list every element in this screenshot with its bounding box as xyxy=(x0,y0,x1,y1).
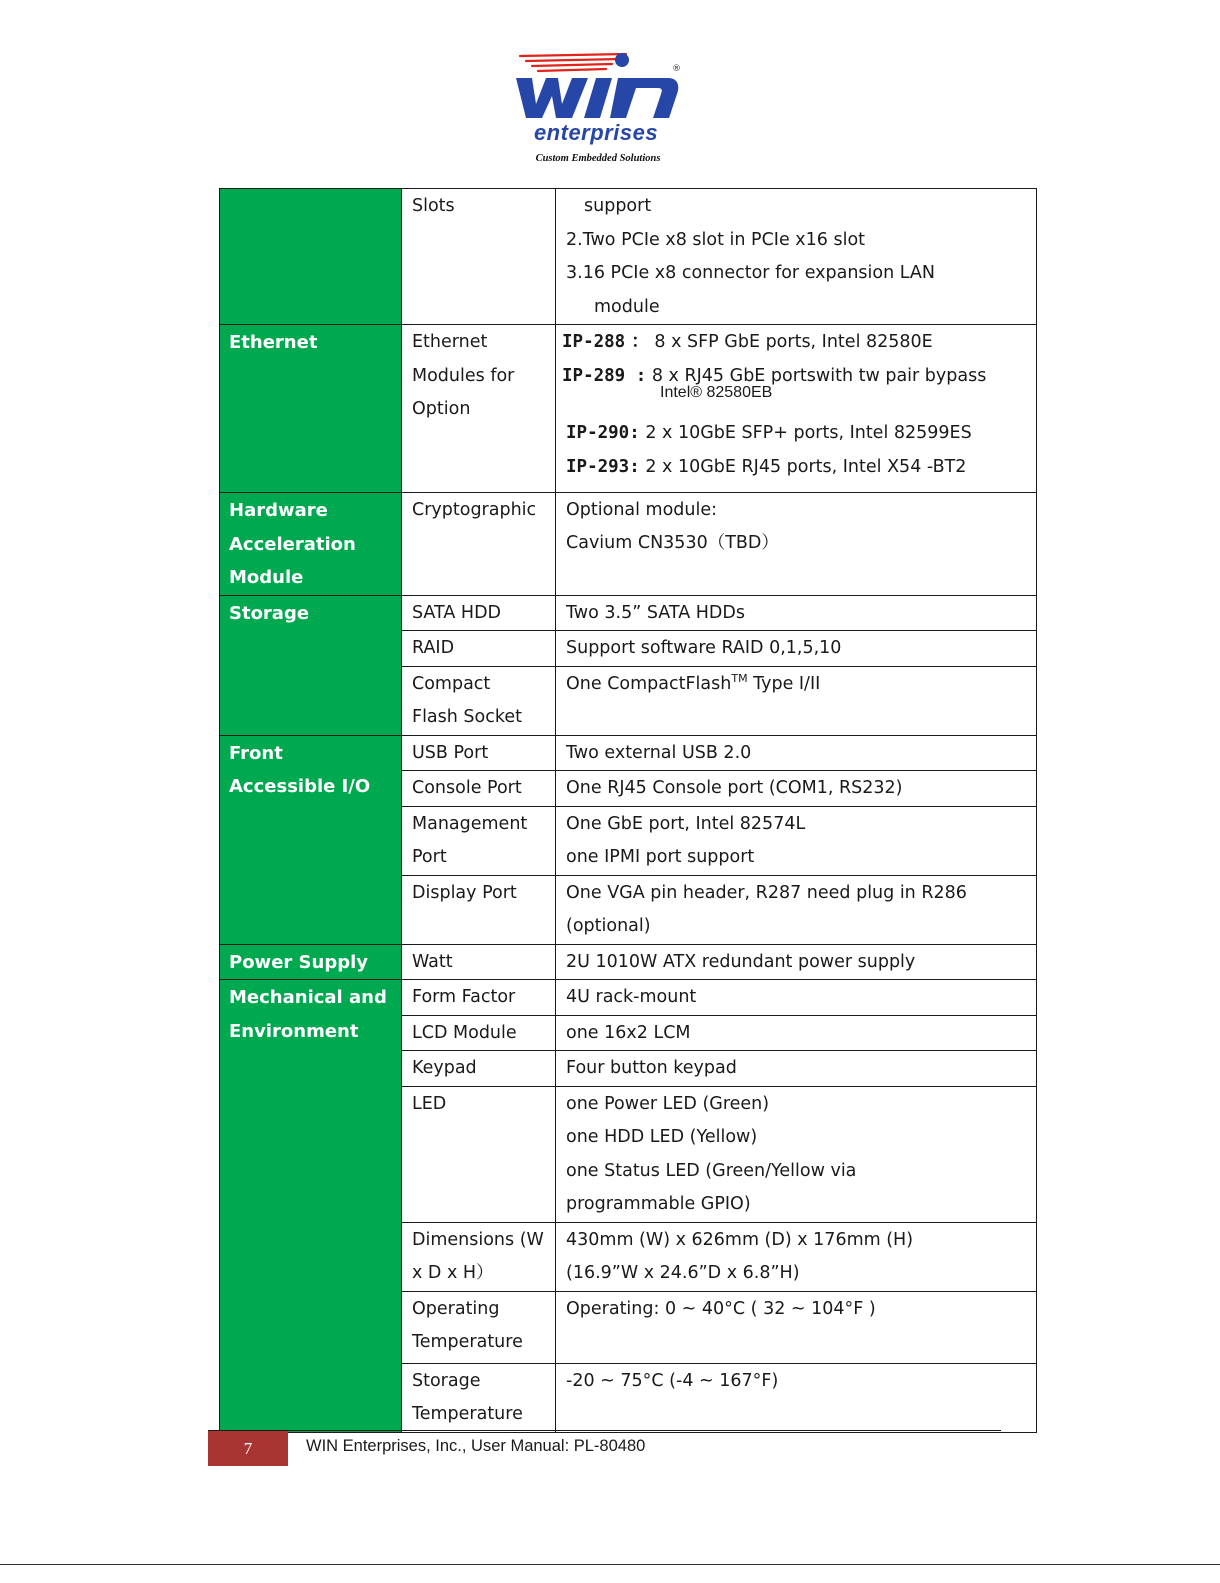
table-row xyxy=(220,944,1037,980)
subcategory-cell: Display Port xyxy=(402,875,556,944)
subcategory-cell: Management Port xyxy=(402,806,556,875)
value-cell: one Power LED (Green) one HDD LED (Yellow) one Status LED (Green/Yellow via programmable GPIO) xyxy=(556,1086,1037,1222)
subcategory-cell: Dimensions (W x D x H） xyxy=(402,1222,556,1291)
table-row xyxy=(220,980,1037,1016)
category-cell: Ethernet xyxy=(220,325,402,493)
subcategory-cell: RAID xyxy=(402,631,556,667)
category-cell: Front Accessible I/O xyxy=(220,735,402,944)
value-cell: Two 3.5” SATA HDDs xyxy=(556,595,1037,631)
value-cell: Four button keypad xyxy=(556,1051,1037,1087)
table-row xyxy=(220,325,1037,493)
value-cell: one 16x2 LCM xyxy=(556,1015,1037,1051)
subcategory-cell: LED xyxy=(402,1086,556,1222)
category-cell: Storage xyxy=(220,595,402,735)
subcategory-cell: Storage Temperature xyxy=(402,1363,556,1432)
value-cell: Operating: 0 ~ 40°C ( 32 ~ 104°F ) xyxy=(556,1291,1037,1363)
registered-mark: ® xyxy=(672,64,681,74)
value-cell: -20 ~ 75°C (-4 ~ 167°F) xyxy=(556,1363,1037,1432)
subcategory-cell: USB Port xyxy=(402,735,556,771)
value-cell: One GbE port, Intel 82574L one IPMI port support xyxy=(556,806,1037,875)
subcategory-cell: Ethernet Modules for Option xyxy=(402,325,556,493)
table-row xyxy=(220,595,1037,631)
category-cell: Power Supply xyxy=(220,944,402,980)
table-row xyxy=(220,493,1037,596)
subcategory-cell: Console Port xyxy=(402,771,556,807)
subcategory-cell: Keypad xyxy=(402,1051,556,1087)
category-cell: Hardware Acceleration Module xyxy=(220,493,402,596)
subcategory-cell: Operating Temperature xyxy=(402,1291,556,1363)
subcategory-cell: Cryptographic xyxy=(402,493,556,596)
category-cell xyxy=(220,189,402,325)
value-cell: One VGA pin header, R287 need plug in R286 (optional) xyxy=(556,875,1037,944)
value-cell: Optional module: Cavium CN3530（TBD） xyxy=(556,493,1037,596)
page-bottom-edge xyxy=(0,1564,1220,1565)
value-cell: Two external USB 2.0 xyxy=(556,735,1037,771)
value-cell: support 2.Two PCIe x8 slot in PCIe x16 slot 3.16 PCIe x8 connector for expansion LAN module xyxy=(556,189,1037,325)
subcategory-cell: Compact Flash Socket xyxy=(402,666,556,735)
footer-divider xyxy=(208,1430,1001,1431)
value-cell: IP-288 ： 8 x SFP GbE ports, Intel 82580E IP-289 : 8 x RJ45 GbE portswith tw pair bypass Intel® 82580EB IP-290: 2 x 10GbE SFP+ ports, Intel 82599ES IP-293: 2 x 10GbE RJ45 ports, Intel X54 -BT2 xyxy=(556,325,1037,493)
table-row xyxy=(220,189,1037,325)
logo-graphic xyxy=(508,46,688,126)
spec-table xyxy=(219,188,1037,1433)
subcategory-cell: Form Factor xyxy=(402,980,556,1016)
logo-tagline: Custom Embedded Solutions xyxy=(535,153,661,164)
value-cell: Support software RAID 0,1,5,10 xyxy=(556,631,1037,667)
value-cell: 4U rack-mount xyxy=(556,980,1037,1016)
page-number: 7 xyxy=(208,1431,288,1466)
value-cell: 430mm (W) x 626mm (D) x 176mm (H) (16.9”W x 24.6”D x 6.8”H) xyxy=(556,1222,1037,1291)
subcategory-cell: Slots xyxy=(402,189,556,325)
logo-subtitle: enterprises xyxy=(533,120,659,145)
category-cell: Mechanical and Environment xyxy=(220,980,402,1433)
value-cell: One CompactFlash™ Type I/II xyxy=(556,666,1037,735)
value-cell: One RJ45 Console port (COM1, RS232) xyxy=(556,771,1037,807)
footer-text: WIN Enterprises, Inc., User Manual: PL-80480 xyxy=(306,1437,646,1455)
value-cell: 2U 1010W ATX redundant power supply xyxy=(556,944,1037,980)
subcategory-cell: Watt xyxy=(402,944,556,980)
subcategory-cell: SATA HDD xyxy=(402,595,556,631)
table-row xyxy=(220,735,1037,771)
company-logo xyxy=(508,46,688,172)
subcategory-cell: LCD Module xyxy=(402,1015,556,1051)
